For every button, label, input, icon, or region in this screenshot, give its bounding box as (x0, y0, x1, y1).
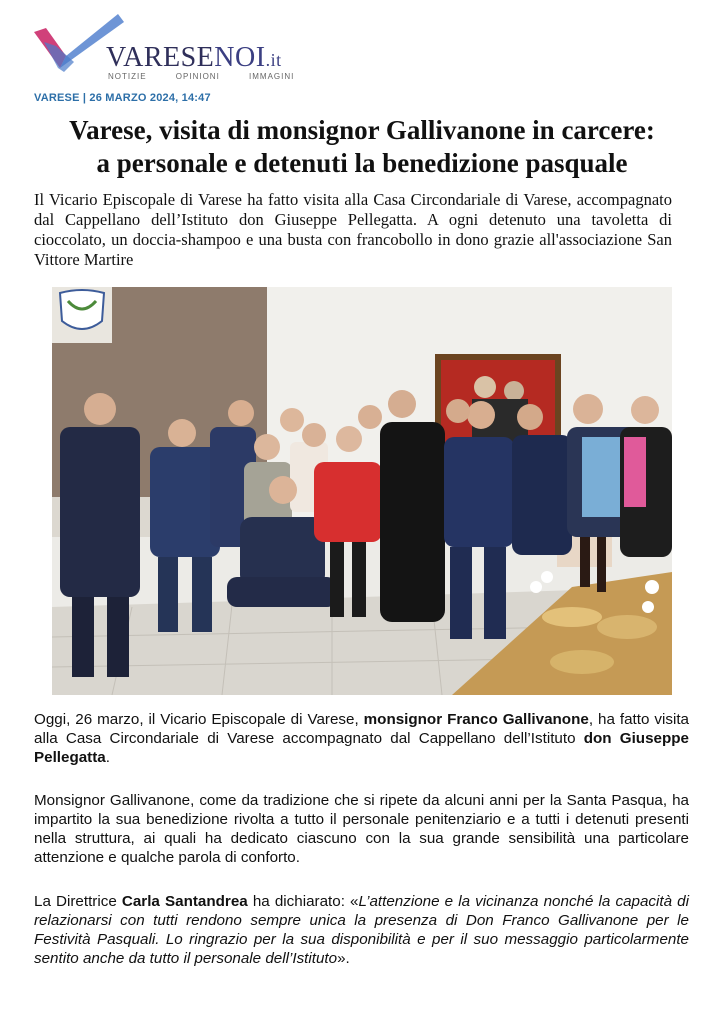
logo-tagline-item: NOTIZIE (108, 72, 147, 81)
group-photo (52, 287, 672, 695)
person-name-santandrea: Carla Santandrea (121, 893, 248, 910)
article-paragraph-3 (34, 892, 689, 968)
logo-name-main: VARESE (106, 42, 215, 73)
emblem-icon (52, 287, 112, 343)
p1-text-2: , ha fatto visita alla Casa Circondariale di Varese accompagnato dal Cappellano dell’Istituto (34, 711, 690, 747)
article-paragraph-2: Monsignor Gallivanone, come da tradizione che si ripete da alcuni anni per la Santa Pasqua, ha impartito la sua benedizione rivolta a tutto il personale penitenziario e a tutti i detenuti presenti nella struttura, ai quali ha dedicato ciascuno con la sua grande sensibilità una particolare attenzione e qualche parola di conforto. (34, 792, 689, 866)
dateline: VARESE | 26 MARZO 2024, 14:47 (34, 92, 211, 104)
p3-text-2: ha dichiarato: « (247, 893, 359, 910)
p1-text-3: . (105, 749, 110, 766)
person-name-pellegatta: don Giuseppe Pellegatta (34, 730, 689, 766)
person-name-gallivanone: monsignor Franco Gallivanone (363, 711, 589, 728)
p3-text-3: ». (337, 950, 350, 967)
article-lead: Il Vicario Episcopale di Varese ha fatto visita alla Casa Circondariale di Varese, accompagnato dal Cappellano dell’Istituto don Giuseppe Pellegatta. A ogni detenuto una tavoletta di cioccolato, un doccia-shampoo e una busta con francobollo in dono grazie all'associazione San Vittore Martire (34, 190, 672, 269)
article-paragraph-1 (34, 710, 689, 767)
title-line-2: a personale e detenuti la benedizione pasquale (96, 148, 628, 178)
site-logo[interactable] (34, 12, 295, 81)
p1-text-1: Oggi, 26 marzo, il Vicario Episcopale di Varese, (34, 711, 364, 728)
logo-name-tld: .it (265, 50, 282, 70)
logo-tagline (108, 72, 320, 81)
logo-tagline-item: OPINIONI (175, 72, 220, 81)
director-quote: L’attenzione e la vicinanza nonché la capacità di relazionarsi con tutti rendono sempre unica la presenza di Don Franco Gallivanone per le Festività Pasquali. Lo ringrazio per la sua disponibilità e per il suo messaggio particolarmente sentito anche da tutto il personale dell’Istituto (34, 893, 689, 967)
logo-wordmark (106, 42, 282, 74)
logo-tagline-item: IMMAGINI (249, 72, 295, 81)
title-line-1: Varese, visita di monsignor Gallivanone in carcere: (69, 115, 655, 145)
p3-text-1: La Direttrice (34, 893, 122, 910)
logo-name-accent: NOI (214, 42, 266, 73)
article-title (20, 114, 704, 180)
